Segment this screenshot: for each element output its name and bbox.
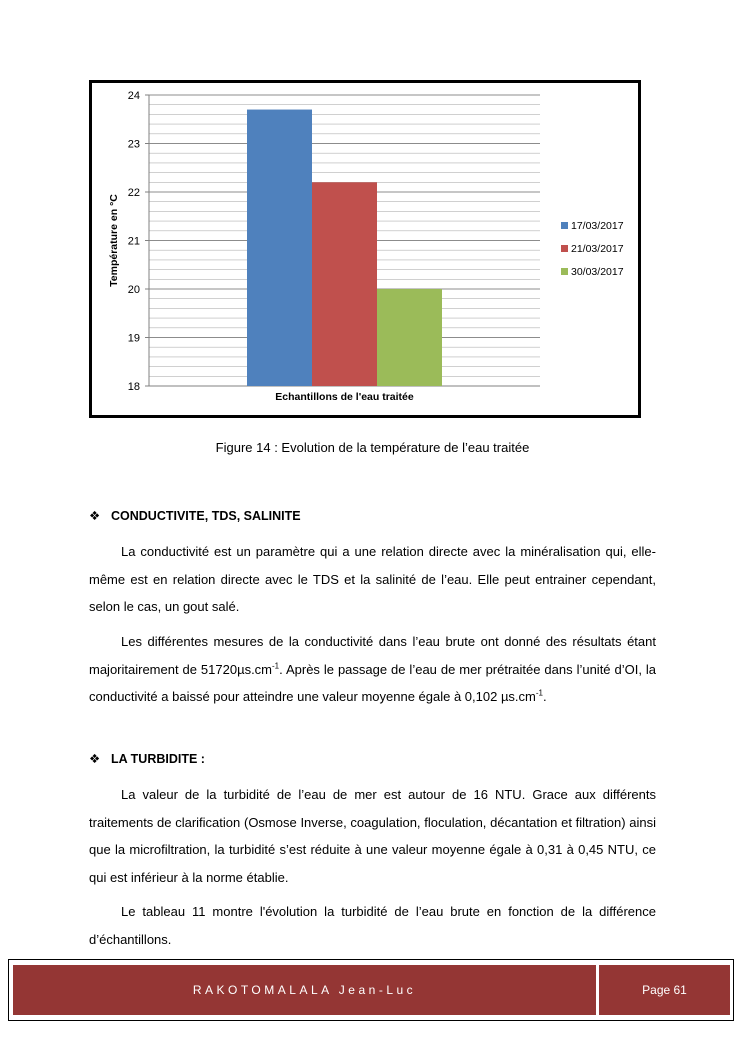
footer-page-number: Page 61: [599, 965, 730, 1015]
paragraph-text: . Après le passage de l’eau de mer prétraitée dans l’unité d’OI, la conductivité a baissé pour atteindre une valeur moyenne égale à 0,102 µs.cm: [89, 661, 656, 704]
section-title-conductivite: [89, 508, 301, 523]
section-title-text: CONDUCTIVITE, TDS, SALINITE: [111, 509, 301, 523]
x-axis-label: Echantillons de l'eau traitée: [275, 391, 414, 403]
legend-label: 17/03/2017: [571, 220, 624, 232]
paragraph-text: .: [543, 689, 547, 704]
superscript: -1: [535, 688, 543, 698]
legend-swatch: [561, 245, 568, 252]
y-tick-label: 18: [127, 381, 140, 393]
section-title-text: LA TURBIDITE :: [111, 752, 205, 766]
y-tick-label: 19: [127, 332, 140, 345]
chart-canvas: [92, 83, 638, 415]
bar-30-03-2017: [377, 289, 442, 386]
footer-author: RAKOTOMALALA Jean-Luc: [13, 965, 596, 1015]
paragraph-text: Les différentes mesures de la conductivité dans l’eau brute ont donné des résultats étant majoritairement de 51720µs.cm: [89, 634, 656, 677]
y-tick-label: 24: [127, 90, 140, 102]
bar-17-03-2017: [247, 110, 312, 386]
y-tick-label: 20: [127, 284, 140, 296]
legend-label: 21/03/2017: [571, 243, 624, 255]
legend-swatch: [561, 268, 568, 275]
y-tick-label: 22: [127, 187, 140, 199]
temperature-chart: [89, 80, 641, 418]
y-tick-label: 23: [127, 138, 140, 151]
paragraph-conductivite-2: [89, 628, 656, 711]
paragraph-conductivite-1: La conductivité est un paramètre qui a une relation directe avec la minéralisation qui, elle-même est en relation directe avec le TDS et la salinité de l’eau. Elle peut entrainer cependant, selon le cas, un gout salé.: [89, 544, 656, 614]
y-axis-label: Température en °C: [108, 194, 120, 287]
page-footer: [8, 959, 734, 1021]
section-title-turbidite: [89, 751, 205, 766]
paragraph-turbidite-1: La valeur de la turbidité de l’eau de mer est autour de 16 NTU. Grace aux différents traitements de clarification (Osmose Inverse, coagulation, floculation, décantation et filtration) ainsi que la microfiltration, la turbidité s’est réduite à une valeur moyenne égale à 0,31 à 0,45 NTU, ce qui est inférieur à la norme établie.: [89, 787, 656, 885]
paragraph-turbidite-2: Le tableau 11 montre l'évolution la turbidité de l’eau brute en fonction de la différence d’échantillons.: [89, 904, 656, 947]
figure-caption: Figure 14 : Evolution de la température de l’eau traitée: [215, 440, 530, 455]
diamond-bullet-icon: ❖: [89, 752, 101, 766]
legend-label: 30/03/2017: [571, 266, 624, 278]
legend-swatch: [561, 222, 568, 229]
superscript: -1: [272, 661, 280, 671]
diamond-bullet-icon: ❖: [89, 509, 101, 523]
bar-21-03-2017: [312, 182, 377, 386]
y-tick-label: 21: [127, 235, 140, 248]
